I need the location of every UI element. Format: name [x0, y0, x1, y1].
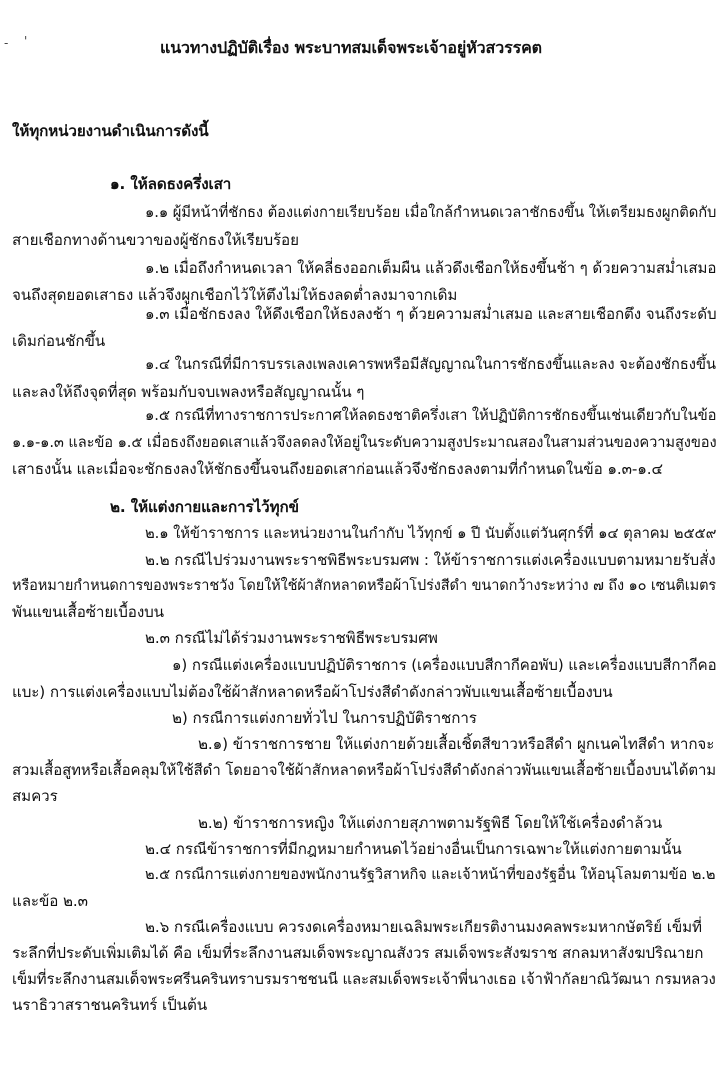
s2-line: ๒.๒ กรณีไปร่วมงานพระราชพิธีพระบรมศพ : ให้ข้าราชการแต่งเครื่องแบบตามหมายรับสั่ง — [145, 551, 716, 569]
s2-line: สมควร — [12, 787, 58, 805]
s1-line: ๑.๒ เมื่อถึงกำหนดเวลา ให้คลี่ธงออกเต็มผืน แล้วดึงเชือกให้ธงขึ้นช้า ๆ ด้วยความสม่ำเสมอ — [145, 259, 717, 277]
s2-line: ๒.๓ กรณีไม่ได้ร่วมงานพระราชพิธีพระบรมศพ — [145, 629, 438, 647]
s2-line: สวมเสื้อสูทหรือเสื้อคลุมให้ใช้สีดำ โดยอาจใช้ผ้าสักหลาดหรือผ้าโปร่งสีดำดังกล่าวพันแขนเสื้อซ้ายเบื้องบนได้ตาม — [12, 761, 717, 779]
s1-line: ๑.๓ เมื่อชักธงลง ให้ดึงเชือกให้ธงลงช้า ๆ ด้วยความสม่ำเสมอ และสายเชือกตึง จนถึงระดับ — [145, 305, 717, 323]
s1-line: ๑.๔ ในกรณีที่มีการบรรเลงเพลงเคารพหรือมีสัญญาณในการชักธงขึ้นและลง จะต้องชักธงขึ้น — [145, 356, 716, 373]
document-title: แนวทางปฏิบัติเรื่อง พระบาทสมเด็จพระเจ้าอยู่หัวสวรรคต — [160, 38, 542, 57]
s1-line: และลงให้ถึงจุดที่สุด พร้อมกับจบเพลงหรือสัญญาณนั้น ๆ — [12, 383, 365, 401]
s2-line: ๒.๒) ข้าราชการหญิง ให้แต่งกายสุภาพตามรัฐพิธี โดยให้ใช้เครื่องดำล้วน — [198, 814, 662, 832]
s1-line: ๑.๕ กรณีที่ทางราชการประกาศให้ลดธงชาติครึ่งเสา ให้ปฏิบัติการชักธงขึ้นเช่นเดียวกับในข้อ — [145, 407, 717, 424]
s2-line: ๑) กรณีแต่งเครื่องแบบปฏิบัติราชการ (เครื่องแบบสีกากีคอพับ) และเครื่องแบบสีกากีคอ — [172, 656, 717, 674]
corner-dash-mark: - — [4, 36, 9, 50]
s2-line: ๒.๔ กรณีข้าราชการที่มีกฎหมายกำหนดไว้อย่างอื่นเป็นการเฉพาะให้แต่งกายตามนั้น — [145, 840, 682, 858]
intro-text: ให้ทุกหน่วยงานดำเนินการดังนี้ — [12, 122, 209, 140]
s1-line: เดิมก่อนชักขึ้น — [12, 332, 106, 350]
s1-line: ๑.๑ ผู้มีหน้าที่ชักธง ต้องแต่งกายเรียบร้อย เมื่อใกล้กำหนดเวลาชักธงขึ้น ให้เตรียมธงผูกติดกับ — [145, 204, 717, 221]
section-2-heading: ๒. ให้แต่งกายและการไว้ทุกข์ — [110, 498, 299, 516]
s2-line: ๒.๑ ให้ข้าราชการ และหน่วยงานในกำกับ ไว้ทุกข์ ๑ ปี นับตั้งแต่วันศุกร์ที่ ๑๔ ตุลาคม ๒๕๕๙ — [145, 525, 717, 542]
s2-line: พันแขนเสื้อซ้ายเบื้องบน — [12, 603, 164, 621]
s1-line: ๑.๑-๑.๓ และข้อ ๑.๕ เมื่อธงถึงยอดเสาแล้วจึงลดลงให้อยู่ในระดับความสูงประมาณสองในสามส่วนของความสูงของ — [12, 434, 717, 451]
s2-line: ๒.๑) ข้าราชการชาย ให้แต่งกายด้วยเสื้อเชิ้ตสีขาวหรือสีดำ ผูกเนคไทสีดำ หากจะ — [198, 735, 715, 753]
s2-line: และข้อ ๒.๓ — [12, 892, 88, 910]
s2-line: ๒.๖ กรณีเครื่องแบบ ควรงดเครื่องหมายเฉลิมพระเกียรติงานมงคลพระมหากษัตริย์ เข็มที่ — [145, 918, 702, 936]
s1-line: เสาธงนั้น และเมื่อจะชักธงลงให้ชักธงขึ้นจนถึงยอดเสาก่อนแล้วจึงชักธงลงตามที่กำหนดในข้อ ๑.๓-๑.๔ — [12, 460, 663, 478]
s2-line: นราธิวาสราชนครินทร์ เป็นต้น — [12, 996, 207, 1014]
section-1-heading: ๑. ให้ลดธงครึ่งเสา — [110, 175, 232, 193]
s2-line: หรือหมายกำหนดการของพระราชวัง โดยให้ใช้ผ้าสักหลาดหรือผ้าโปร่งสีดำ ขนาดกว้างระหว่าง ๗ ถึง ๑๐ เซนติเมตร — [12, 578, 717, 594]
s2-line: แบะ) การแต่งเครื่องแบบไม่ต้องใช้ผ้าสักหลาดหรือผ้าโปร่งสีดำดังกล่าวพับแขนเสื้อซ้ายเบื้องบน — [12, 683, 613, 701]
s2-line: เข็มที่ระลึกงานสมเด็จพระศรีนครินทราบรมราชชนนี และสมเด็จพระเจ้าพี่นางเธอ เจ้าฟ้ากัลยาณิวัฒนา กรมหลวง — [12, 970, 716, 988]
s2-line: ๒.๕ กรณีการแต่งกายของพนักงานรัฐวิสาหกิจ และเจ้าหน้าที่ของรัฐอื่น ให้อนุโลมตามข้อ ๒.๒ — [145, 866, 716, 883]
s1-line: สายเชือกทางด้านขวาของผู้ชักธงให้เรียบร้อย — [12, 231, 299, 249]
s2-line: ระลึกที่ประดับเพิ่มเติมได้ คือ เข็มที่ระลึกงานสมเด็จพระญาณสังวร สมเด็จพระสังฆราช สกลมหาสังฆปริณายก — [12, 944, 704, 962]
s1-line: จนถึงสุดยอดเสาธง แล้วจึงผูกเชือกไว้ให้ตึงไม่ให้ธงลดต่ำลงมาจากเดิม — [12, 286, 458, 304]
s2-line: ๒) กรณีการแต่งกายทั่วไป ในการปฏิบัติราชการ — [172, 709, 477, 727]
corner-tick-mark: ' — [24, 34, 28, 48]
